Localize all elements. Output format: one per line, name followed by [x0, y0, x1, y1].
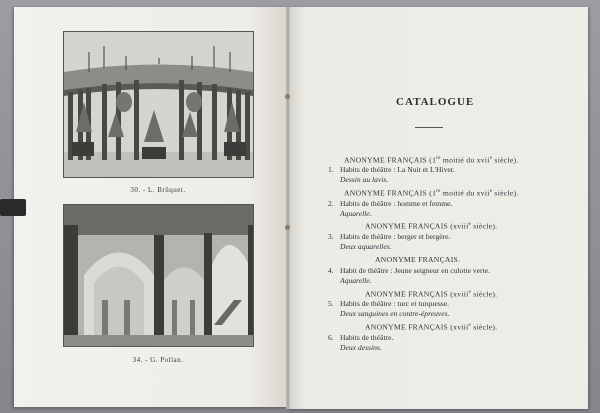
- entry-1-heading: ANONYME FRANÇAIS (1re moitié du xvii$^e$ siècle).: [344, 155, 519, 165]
- entry-5-title: 5. Habits de théâtre : turc et turquesse.: [328, 299, 450, 308]
- entry-5-medium: Deux sanguines en contre-épreuves.: [340, 309, 450, 318]
- entry-4-heading: ANONYME FRANÇAIS.: [375, 255, 461, 264]
- binder-clip: [0, 199, 26, 216]
- entry-1-title: 1. Habits de théâtre : La Nuit et L'Hiver.: [328, 165, 455, 174]
- staple-bottom: [285, 225, 290, 230]
- entry-5-heading: ANONYME FRANÇAIS (xviii$^e$ siècle).: [365, 289, 498, 299]
- plate-colonnade-image: [63, 31, 254, 178]
- title-rule: [415, 127, 443, 128]
- entry-4-title: 4. Habit de théâtre : Jeune seigneur en culotte verte.: [328, 266, 490, 275]
- plate-interior-image: [63, 204, 254, 347]
- staple-top: [285, 94, 290, 99]
- entry-6-title: 6. Habits de théâtre.: [328, 333, 394, 342]
- right-page: [288, 7, 588, 409]
- entry-6-heading: ANONYME FRANÇAIS (xviii$^e$ siècle).: [365, 322, 498, 332]
- entry-3-heading: ANONYME FRANÇAIS (xviii$^e$ siècle).: [365, 221, 498, 231]
- entry-4-medium: Aquarelle.: [340, 276, 372, 285]
- book-gutter: [286, 7, 290, 409]
- entry-2-medium: Aquarelle.: [340, 209, 372, 218]
- catalogue-title: CATALOGUE: [396, 96, 475, 108]
- entry-3-medium: Deux aquarelles.: [340, 242, 392, 251]
- entry-6-medium: Deux dessins.: [340, 343, 382, 352]
- entry-3-title: 3. Habits de théâtre : berger et bergère.: [328, 232, 451, 241]
- plate-1-caption: 30. - L. Brûquet.: [130, 186, 186, 194]
- entry-2-title: 2. Habits de théâtre : homme et femme.: [328, 199, 453, 208]
- plate-2-caption: 34. - G. Pollan.: [132, 356, 184, 364]
- entry-2-heading: ANONYME FRANÇAIS (1re moitié du xvii$^e$ siècle).: [344, 188, 519, 198]
- entry-1-medium: Dessin au lavis.: [340, 175, 389, 184]
